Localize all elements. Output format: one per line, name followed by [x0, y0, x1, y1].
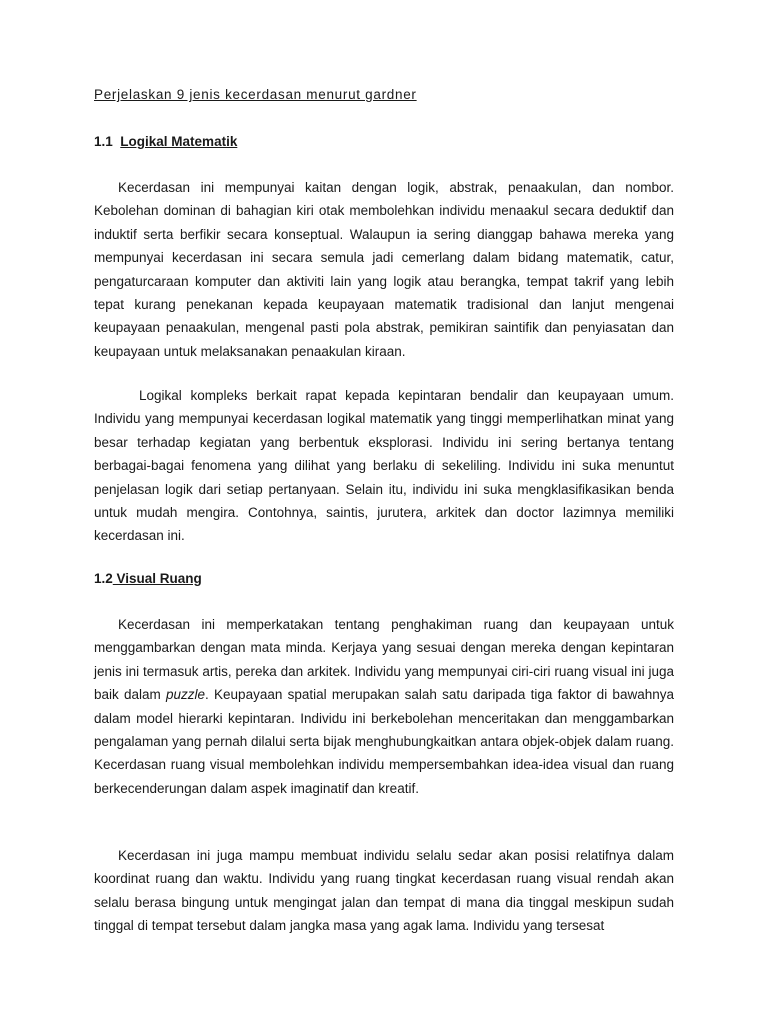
- paragraph-text: Kecerdasan ini memperkatakan tentang penghakiman ruang dan keupayaan untuk menggambarkan dengan mata minda. Kerjaya yang sesuai dengan mereka dengan kepintaran jenis ini termasuk artis, pereka dan arkitek. Individu yang mempunyai ciri-ciri ruang visual ini juga baik dalam: [94, 617, 674, 703]
- paragraph: [94, 613, 674, 800]
- section-title: Visual Ruang: [112, 571, 202, 586]
- paragraph: Kecerdasan ini juga mampu membuat individu selalu sedar akan posisi relatifnya dalam koordinat ruang dan waktu. Individu yang ruang tingkat kecerdasan ruang visual rendah akan selalu berasa bingung untuk mengingat jalan dan tempat di mana dia tinggal meskipun sudah tinggal di tempat tersebut dalam jangka masa yang agak lama. Individu yang tersesat: [94, 848, 674, 934]
- paragraph: Kecerdasan ini mempunyai kaitan dengan logik, abstrak, penaakulan, dan nombor. Kebolehan dominan di bahagian kiri otak membolehkan individu menaakul secara deduktif dan induktif serta berfikir secara konseptual. Walaupun ia sering dianggap bahawa mereka yang mempunyai kecerdasan ini secara semula jadi cemerlang dalam bidang matematik, catur, pengaturcaraan komputer dan aktiviti lain yang logik atau berangka, tempat takrif yang lebih tepat kurang penekanan kepada keupayaan matematik tradisional dan lanjut mengenai keupayaan penaakulan, mengenal pasti pola abstrak, pemikiran saintifik dan penyiasatan dan keupayaan untuk melaksanakan penaakulan kiraan.: [94, 180, 674, 359]
- section-title: Logikal Matematik: [120, 134, 238, 149]
- section-heading-visual-ruang: [94, 571, 202, 586]
- paragraph-text: . Keupayaan spatial merupakan salah satu daripada tiga faktor di bawahnya dalam model hierarki kepintaran. Individu ini berkebolehan menceritakan dan menggambarkan pengalaman yang pernah dilalui serta bijak menghubungkaitkan antara objek-objek dalam ruang. Kecerdasan ruang visual membolehkan individu mempersembahkan idea-idea visual dan ruang berkecenderungan dalam aspek imaginatif dan kreatif.: [94, 687, 674, 796]
- document-title: Perjelaskan 9 jenis kecerdasan menurut gardner: [94, 87, 417, 102]
- paragraph: Logikal kompleks berkait rapat kepada kepintaran bendalir dan keupayaan umum. Individu yang mempunyai kecerdasan logikal matematik yang tinggi memperlihatkan minat yang besar terhadap kegiatan yang berbentuk eksplorasi. Individu ini sering bertanya tentang berbagai-bagai fenomena yang dilihat yang berlaku di sekeliling. Individu ini suka menuntut penjelasan logik dari setiap pertanyaan. Selain itu, individu ini suka mengklasifikasikan benda untuk mudah mengira. Contohnya, saintis, jurutera, arkitek dan doctor lazimnya memiliki kecerdasan ini.: [94, 388, 674, 544]
- section-number: 1.2: [94, 571, 113, 586]
- section-heading-logikal-matematik: [94, 134, 237, 149]
- paragraph-italic-term: puzzle: [166, 687, 206, 703]
- section-number: 1.1: [94, 134, 113, 149]
